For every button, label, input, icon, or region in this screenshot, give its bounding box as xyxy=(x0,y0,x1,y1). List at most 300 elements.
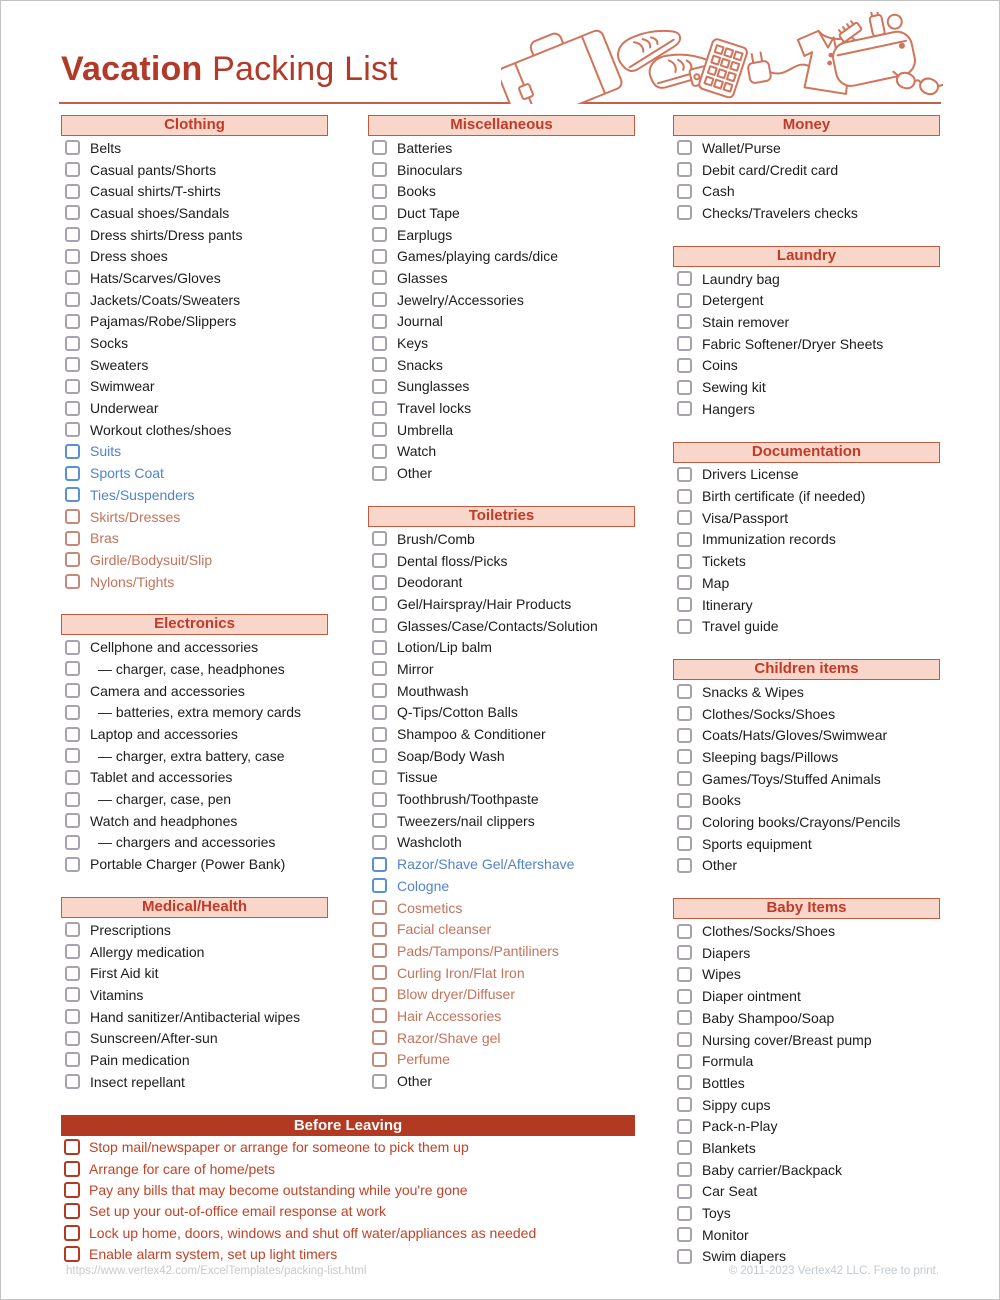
checklist-item xyxy=(368,723,635,745)
checklist-item xyxy=(61,441,328,463)
checkbox[interactable] xyxy=(372,444,387,459)
item-label: Umbrella xyxy=(397,421,454,438)
checkbox[interactable] xyxy=(65,357,80,372)
checkbox[interactable] xyxy=(372,683,387,698)
checklist-item xyxy=(61,245,328,267)
checklist-item xyxy=(673,289,940,311)
checkbox[interactable] xyxy=(65,966,80,981)
checkbox[interactable] xyxy=(372,162,387,177)
checkbox[interactable] xyxy=(64,1182,80,1198)
checkbox[interactable] xyxy=(677,336,692,351)
page-title xyxy=(61,50,398,89)
item-label: Casual shoes/Sandals xyxy=(90,204,230,221)
checkbox[interactable] xyxy=(372,900,387,915)
section-title: Toiletries xyxy=(368,506,635,527)
checklist-item xyxy=(368,788,635,810)
checkbox[interactable] xyxy=(372,553,387,568)
item-label: Casual shirts/T-shirts xyxy=(90,183,221,200)
checkbox[interactable] xyxy=(372,336,387,351)
checkbox[interactable] xyxy=(677,314,692,329)
item-label: Blow dryer/Diffuser xyxy=(397,986,516,1003)
checkbox[interactable] xyxy=(372,227,387,242)
checklist-item xyxy=(61,180,328,202)
checkbox[interactable] xyxy=(65,727,80,742)
checkbox[interactable] xyxy=(677,1054,692,1069)
checklist-item xyxy=(673,550,940,572)
checkbox[interactable] xyxy=(65,640,80,655)
item-label: — charger, case, headphones xyxy=(98,660,285,677)
checkbox[interactable] xyxy=(65,770,80,785)
checkbox[interactable] xyxy=(372,466,387,481)
checklist-item xyxy=(61,506,328,528)
checkbox[interactable] xyxy=(677,1249,692,1264)
checklist-item xyxy=(61,1243,635,1264)
item-label: Coloring books/Crayons/Pencils xyxy=(702,814,901,831)
checkbox[interactable] xyxy=(677,575,692,590)
checkbox[interactable] xyxy=(677,293,692,308)
checkbox[interactable] xyxy=(65,227,80,242)
item-label: Soap/Body Wash xyxy=(397,747,505,764)
checkbox[interactable] xyxy=(65,944,80,959)
item-label: Brush/Comb xyxy=(397,530,475,547)
item-label: Fabric Softener/Dryer Sheets xyxy=(702,335,884,352)
item-label: Checks/Travelers checks xyxy=(702,204,858,221)
item-label: Pajamas/Robe/Slippers xyxy=(90,313,237,330)
item-label: Dental floss/Picks xyxy=(397,552,508,569)
checkbox[interactable] xyxy=(677,1097,692,1112)
checkbox[interactable] xyxy=(65,379,80,394)
checkbox[interactable] xyxy=(677,401,692,416)
checkbox[interactable] xyxy=(677,989,692,1004)
checkbox[interactable] xyxy=(677,1227,692,1242)
checkbox[interactable] xyxy=(677,140,692,155)
checkbox[interactable] xyxy=(65,184,80,199)
checkbox[interactable] xyxy=(677,749,692,764)
item-label: Curling Iron/Flat Iron xyxy=(397,964,525,981)
checklist-item xyxy=(673,464,940,486)
checkbox[interactable] xyxy=(65,922,80,937)
item-label: Sunglasses xyxy=(397,378,470,395)
checkbox[interactable] xyxy=(677,1162,692,1177)
item-label: Swimwear xyxy=(90,378,155,395)
checklist-item xyxy=(61,311,328,333)
checklist-item xyxy=(61,767,328,789)
item-label: Sweaters xyxy=(90,356,149,373)
checkbox[interactable] xyxy=(65,531,80,546)
checklist-item xyxy=(61,723,328,745)
checkbox[interactable] xyxy=(65,748,80,763)
checkbox[interactable] xyxy=(372,249,387,264)
checklist-item xyxy=(61,810,328,832)
checkbox[interactable] xyxy=(677,184,692,199)
checkbox[interactable] xyxy=(372,401,387,416)
checkbox[interactable] xyxy=(65,314,80,329)
checkbox[interactable] xyxy=(372,857,387,872)
item-label: Lotion/Lip balm xyxy=(397,639,492,656)
checkbox[interactable] xyxy=(677,1206,692,1221)
item-label: — batteries, extra memory cards xyxy=(98,704,302,721)
section-toiletries xyxy=(368,506,635,1092)
checklist-item xyxy=(61,680,328,702)
column-3 xyxy=(673,115,940,1289)
checklist-item xyxy=(673,572,940,594)
checklist-item xyxy=(368,680,635,702)
checklist-item xyxy=(61,549,328,571)
checkbox[interactable] xyxy=(64,1246,80,1262)
footer-copyright: © 2011-2023 Vertex42 LLC. Free to print. xyxy=(728,1265,939,1277)
checklist-item xyxy=(673,529,940,551)
checkbox[interactable] xyxy=(372,184,387,199)
checkbox[interactable] xyxy=(372,943,387,958)
item-label: — charger, extra battery, case xyxy=(98,747,285,764)
item-label: Coins xyxy=(702,357,738,374)
checklist-item xyxy=(61,1027,328,1049)
item-label: Jackets/Coats/Sweaters xyxy=(90,291,241,308)
checkbox[interactable] xyxy=(372,205,387,220)
checklist-item xyxy=(673,398,940,420)
checkbox[interactable] xyxy=(372,922,387,937)
section-title: Children items xyxy=(673,659,940,680)
checkbox[interactable] xyxy=(677,162,692,177)
checklist-item xyxy=(673,1202,940,1224)
item-label: Coats/Hats/Gloves/Swimwear xyxy=(702,727,888,744)
item-label: Watch xyxy=(397,443,437,460)
item-label: Portable Charger (Power Bank) xyxy=(90,856,286,873)
checkbox[interactable] xyxy=(677,619,692,634)
checkbox[interactable] xyxy=(677,1075,692,1090)
checklist-item xyxy=(368,550,635,572)
checklist-item xyxy=(673,1115,940,1137)
checkbox[interactable] xyxy=(677,815,692,830)
checklist-item xyxy=(368,962,635,984)
checkbox[interactable] xyxy=(65,140,80,155)
checkbox[interactable] xyxy=(65,1052,80,1067)
checklist-item xyxy=(673,790,940,812)
checkbox[interactable] xyxy=(65,987,80,1002)
item-label: Birth certificate (if needed) xyxy=(702,488,866,505)
checklist-item xyxy=(673,180,940,202)
item-label: Casual pants/Shorts xyxy=(90,161,217,178)
checkbox[interactable] xyxy=(65,552,80,567)
item-label: Jewelry/Accessories xyxy=(397,291,524,308)
checklist-item xyxy=(368,702,635,724)
item-label: Tweezers/nail clippers xyxy=(397,812,535,829)
checkbox[interactable] xyxy=(65,1031,80,1046)
item-label: Cash xyxy=(702,183,735,200)
checklist-item xyxy=(673,703,940,725)
checklist-item xyxy=(368,1049,635,1071)
section-item-list xyxy=(673,919,940,1267)
item-label: Pack-n-Play xyxy=(702,1118,778,1135)
item-label: Insect repellant xyxy=(90,1073,185,1090)
checkbox[interactable] xyxy=(372,661,387,676)
checklist-item xyxy=(368,918,635,940)
item-label: Wallet/Purse xyxy=(702,139,781,156)
checklist-item xyxy=(368,832,635,854)
item-label: Duct Tape xyxy=(397,204,460,221)
checklist-item xyxy=(61,1137,635,1158)
item-label: Nursing cover/Breast pump xyxy=(702,1031,872,1048)
checkbox[interactable] xyxy=(677,358,692,373)
checkbox[interactable] xyxy=(677,1184,692,1199)
checkbox[interactable] xyxy=(677,945,692,960)
item-label: Cologne xyxy=(397,877,450,894)
checkbox[interactable] xyxy=(677,1010,692,1025)
checkbox[interactable] xyxy=(372,422,387,437)
checkbox[interactable] xyxy=(372,792,387,807)
checklist-item xyxy=(61,962,328,984)
checkbox[interactable] xyxy=(372,292,387,307)
checkbox[interactable] xyxy=(372,748,387,763)
checkbox[interactable] xyxy=(372,770,387,785)
checkbox[interactable] xyxy=(64,1139,80,1155)
checkbox[interactable] xyxy=(65,292,80,307)
checklist-item xyxy=(61,1071,328,1093)
checklist-item xyxy=(368,267,635,289)
item-label: Wipes xyxy=(702,966,741,983)
checkbox[interactable] xyxy=(372,596,387,611)
checklist-item xyxy=(61,267,328,289)
item-label: Pay any bills that may become outstanding while you're gone xyxy=(89,1181,468,1198)
item-label: Map xyxy=(702,574,730,591)
item-label: Detergent xyxy=(702,292,764,309)
checkbox[interactable] xyxy=(372,835,387,850)
checkbox[interactable] xyxy=(65,835,80,850)
checklist-item xyxy=(673,1029,940,1051)
item-label: Tablet and accessories xyxy=(90,769,233,786)
item-label: Deodorant xyxy=(397,574,463,591)
section-item-list xyxy=(673,680,940,876)
item-label: Ties/Suspenders xyxy=(90,486,195,503)
checkbox[interactable] xyxy=(65,444,80,459)
item-label: Swim diapers xyxy=(702,1248,787,1265)
checkbox[interactable] xyxy=(677,1032,692,1047)
checkbox[interactable] xyxy=(65,813,80,828)
section-item-list xyxy=(368,527,635,1092)
checkbox[interactable] xyxy=(65,509,80,524)
checklist-item xyxy=(673,811,940,833)
checkbox[interactable] xyxy=(372,1008,387,1023)
checkbox[interactable] xyxy=(64,1161,80,1177)
item-label: Workout clothes/shoes xyxy=(90,421,232,438)
checkbox[interactable] xyxy=(677,684,692,699)
checkbox[interactable] xyxy=(65,661,80,676)
checklist-item xyxy=(368,224,635,246)
checkbox[interactable] xyxy=(372,379,387,394)
checkbox[interactable] xyxy=(65,422,80,437)
checklist-item xyxy=(368,1027,635,1049)
section-item-list xyxy=(368,136,635,484)
checklist-item xyxy=(673,1050,940,1072)
checklist-item xyxy=(673,1224,940,1246)
checkbox[interactable] xyxy=(677,771,692,786)
item-label: Stop mail/newspaper or arrange for someone to pick them up xyxy=(89,1139,469,1156)
checkbox[interactable] xyxy=(65,792,80,807)
checkbox[interactable] xyxy=(64,1225,80,1241)
checkbox[interactable] xyxy=(65,401,80,416)
before-leaving-list xyxy=(61,1136,635,1265)
item-label: Glasses xyxy=(397,269,448,286)
checkbox[interactable] xyxy=(372,1074,387,1089)
checklist-item xyxy=(673,137,940,159)
item-label: Camera and accessories xyxy=(90,682,245,699)
checkbox[interactable] xyxy=(65,857,80,872)
item-label: Allergy medication xyxy=(90,943,205,960)
checkbox[interactable] xyxy=(677,205,692,220)
checkbox[interactable] xyxy=(372,314,387,329)
checkbox[interactable] xyxy=(372,987,387,1002)
checklist-item xyxy=(673,268,940,290)
checkbox[interactable] xyxy=(65,1009,80,1024)
item-label: Other xyxy=(702,857,738,874)
checklist-item xyxy=(673,311,940,333)
section-item-list xyxy=(61,136,328,592)
item-label: Clothes/Socks/Shoes xyxy=(702,705,836,722)
checklist-item xyxy=(61,1179,635,1200)
checkbox[interactable] xyxy=(677,858,692,873)
item-label: Games/Toys/Stuffed Animals xyxy=(702,770,881,787)
footer-url: https://www.vertex42.com/ExcelTemplates/packing-list.html xyxy=(66,1265,367,1277)
checkbox[interactable] xyxy=(65,205,80,220)
checkbox[interactable] xyxy=(677,380,692,395)
checkbox[interactable] xyxy=(65,162,80,177)
checkbox[interactable] xyxy=(372,618,387,633)
checkbox[interactable] xyxy=(677,532,692,547)
checkbox[interactable] xyxy=(65,683,80,698)
item-label: Books xyxy=(702,792,741,809)
checklist-item xyxy=(61,702,328,724)
checkbox[interactable] xyxy=(677,271,692,286)
checklist-item xyxy=(673,507,940,529)
checkbox[interactable] xyxy=(677,554,692,569)
checkbox[interactable] xyxy=(677,836,692,851)
checkbox[interactable] xyxy=(65,270,80,285)
checkbox[interactable] xyxy=(372,813,387,828)
section-laundry xyxy=(673,246,940,420)
item-label: Toothbrush/Toothpaste xyxy=(397,791,539,808)
checkbox[interactable] xyxy=(372,357,387,372)
checklist-item xyxy=(673,1159,940,1181)
item-label: Cosmetics xyxy=(397,899,463,916)
checkbox[interactable] xyxy=(677,510,692,525)
checkbox[interactable] xyxy=(677,967,692,982)
checkbox[interactable] xyxy=(677,597,692,612)
checklist-item xyxy=(673,920,940,942)
item-label: Books xyxy=(397,183,436,200)
checkbox[interactable] xyxy=(372,727,387,742)
checkbox[interactable] xyxy=(372,1052,387,1067)
checkbox[interactable] xyxy=(677,924,692,939)
item-label: Underwear xyxy=(90,400,159,417)
item-label: Dress shirts/Dress pants xyxy=(90,226,243,243)
checklist-item xyxy=(368,354,635,376)
checkbox[interactable] xyxy=(677,489,692,504)
checkbox[interactable] xyxy=(65,336,80,351)
checkbox[interactable] xyxy=(677,728,692,743)
item-label: Immunization records xyxy=(702,531,836,548)
item-label: Itinerary xyxy=(702,596,753,613)
item-label: Stain remover xyxy=(702,313,790,330)
checkbox[interactable] xyxy=(372,1030,387,1045)
section-item-list xyxy=(673,136,940,224)
item-label: Tickets xyxy=(702,553,746,570)
checkbox[interactable] xyxy=(64,1203,80,1219)
checklist-item xyxy=(368,441,635,463)
checkbox[interactable] xyxy=(372,705,387,720)
item-label: Lock up home, doors, windows and shut off water/appliances as needed xyxy=(89,1224,537,1241)
checklist-item xyxy=(61,1222,635,1243)
item-label: Sippy cups xyxy=(702,1096,771,1113)
checklist-item xyxy=(368,767,635,789)
checklist-item xyxy=(61,354,328,376)
checkbox[interactable] xyxy=(65,249,80,264)
checkbox[interactable] xyxy=(65,574,80,589)
checkbox[interactable] xyxy=(65,466,80,481)
checklist-item xyxy=(61,832,328,854)
checklist-item xyxy=(368,1005,635,1027)
item-label: Baby Shampoo/Soap xyxy=(702,1009,835,1026)
item-label: Facial cleanser xyxy=(397,921,492,938)
checkbox[interactable] xyxy=(677,1140,692,1155)
checklist-item xyxy=(61,1006,328,1028)
checkbox[interactable] xyxy=(372,575,387,590)
checklist-item xyxy=(368,159,635,181)
checkbox[interactable] xyxy=(372,270,387,285)
checklist-item xyxy=(673,202,940,224)
left-columns xyxy=(61,115,635,1289)
item-label: Sleeping bags/Pillows xyxy=(702,748,839,765)
checkbox[interactable] xyxy=(677,706,692,721)
checklist-item xyxy=(61,636,328,658)
section-medical-health xyxy=(61,897,328,1093)
checkbox[interactable] xyxy=(372,531,387,546)
checklist-item xyxy=(61,941,328,963)
column-2 xyxy=(368,115,635,1115)
checklist-item xyxy=(368,245,635,267)
checklist-item xyxy=(61,984,328,1006)
checklist-item xyxy=(61,397,328,419)
item-label: Laptop and accessories xyxy=(90,726,238,743)
checkbox[interactable] xyxy=(372,965,387,980)
item-label: Nylons/Tights xyxy=(90,573,175,590)
item-label: Bras xyxy=(90,530,119,547)
item-label: Pads/Tampons/Pantiliners xyxy=(397,942,559,959)
checkbox[interactable] xyxy=(372,140,387,155)
item-label: Glasses/Case/Contacts/Solution xyxy=(397,617,598,634)
page-header xyxy=(59,1,941,104)
checklist-item xyxy=(673,376,940,398)
item-label: Car Seat xyxy=(702,1183,758,1200)
checklist-item xyxy=(673,855,940,877)
checkbox[interactable] xyxy=(65,705,80,720)
checkbox[interactable] xyxy=(677,793,692,808)
checkbox[interactable] xyxy=(677,467,692,482)
checkbox[interactable] xyxy=(65,1074,80,1089)
checklist-item xyxy=(61,745,328,767)
checklist-item xyxy=(61,332,328,354)
item-label: Sewing kit xyxy=(702,379,766,396)
item-label: Hand sanitizer/Antibacterial wipes xyxy=(90,1008,301,1025)
item-label: Prescriptions xyxy=(90,921,171,938)
checkbox[interactable] xyxy=(372,640,387,655)
checkbox[interactable] xyxy=(372,878,387,893)
checklist-item xyxy=(673,833,940,855)
checkbox[interactable] xyxy=(65,487,80,502)
checklist-item xyxy=(673,485,940,507)
checkbox[interactable] xyxy=(677,1119,692,1134)
checklist-item xyxy=(61,159,328,181)
suitcase-icon xyxy=(501,17,628,104)
